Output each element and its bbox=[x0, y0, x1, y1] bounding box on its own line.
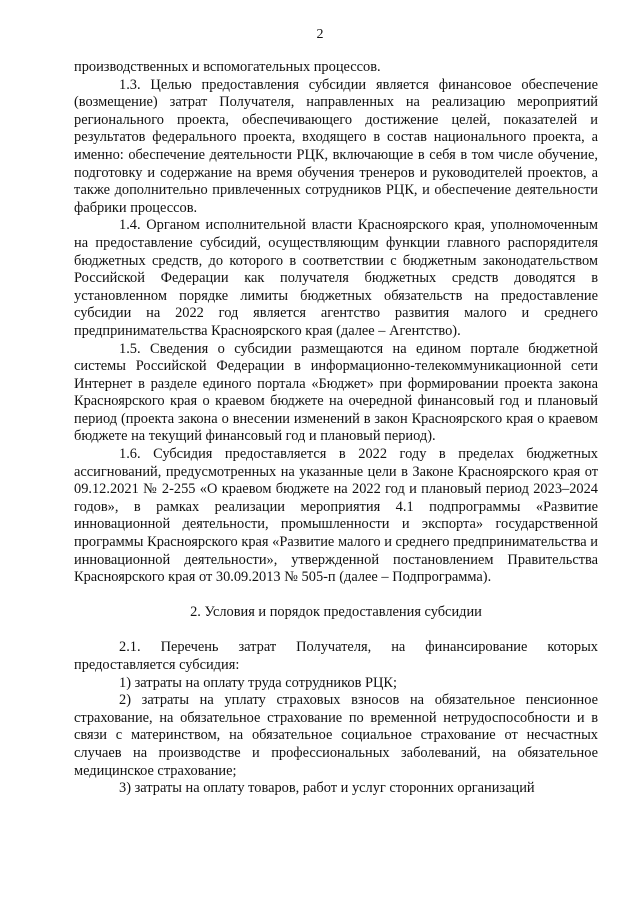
list-item-1: 1) затраты на оплату труда сотрудников РЦК; bbox=[119, 674, 397, 691]
document-body bbox=[74, 59, 598, 798]
section-heading: 2. Условия и порядок предоставления субсидии bbox=[190, 603, 482, 620]
paragraph-1-3: 1.3. Целью предоставления субсидии является финансовое обеспечение (возмещение) затрат Получателя, направленных на реализацию мероприятий регионального проекта, обеспечивающего достижение целей, показателей и результатов федерального проекта, входящего в состав национального проекта, а именно: обеспечение деятельности РЦК, включающие в себя в том числе обучение, подготовку и содержание на время обучения тренеров и руководителей проектов, а также дополнительно привлеченных сотрудников РЦК, и обеспечение деятельности фабрики процессов. bbox=[74, 76, 598, 216]
page-number: 2 bbox=[316, 27, 324, 42]
list-item-2: 2) затраты на уплату страховых взносов на обязательное пенсионное страхование, на обязательное страхование по временной нетрудоспособности и в связи с материнством, на обязательное социальное страхование от несчастных случаев на производстве и профессиональных заболеваний, на обязательное медицинское страхование; bbox=[74, 692, 598, 779]
paragraph-1-5: 1.5. Сведения о субсидии размещаются на едином портале бюджетной системы Российской Федерации в информационно-телекоммуникационной сети Интернет в разделе единого портала «Бюджет» при формировании проекта закона Красноярского края о краевом бюджете на очередной финансовый год и плановый период (проекта закона о внесении изменений в закон Красноярского края о краевом бюджете на текущий финансовый год и плановый период). bbox=[74, 340, 598, 445]
paragraph-1-4: 1.4. Органом исполнительной власти Красноярского края, уполномоченным на предоставление субсидий, осуществляющим функции главного распорядителя бюджетных средств, до которого в соответствии с бюджетным законодательством Российской Федерации как получателя бюджетных средств доводятся в установленном порядке лимиты бюджетных обязательств на предоставление субсидии на 2022 год является агентство развития малого и среднего предпринимательства Красноярского края (далее – Агентство). bbox=[74, 217, 598, 339]
paragraph-1-6: 1.6. Субсидия предоставляется в 2022 году в пределах бюджетных ассигнований, предусмотренных на указанные цели в Законе Красноярского края от 09.12.2021 № 2-255 «О краевом бюджете на 2022 год и плановый период 2023–2024 годов», в рамках реализации мероприятия 4.1 подпрограммы «Развитие инновационной деятельности, промышленности и экспорта» государственной программы Красноярского края «Развитие малого и среднего предпринимательства и инновационной деятельности», утвержденной постановлением Правительства Красноярского края от 30.09.2013 № 505-п (далее – Подпрограмма). bbox=[74, 446, 598, 586]
paragraph: производственных и вспомогательных процессов. bbox=[74, 59, 381, 75]
list-item-3: 3) затраты на оплату товаров, работ и услуг сторонних организаций bbox=[119, 780, 535, 797]
paragraph-2-1: 2.1. Перечень затрат Получателя, на финансирование которых предоставляется субсидия: bbox=[74, 639, 598, 673]
